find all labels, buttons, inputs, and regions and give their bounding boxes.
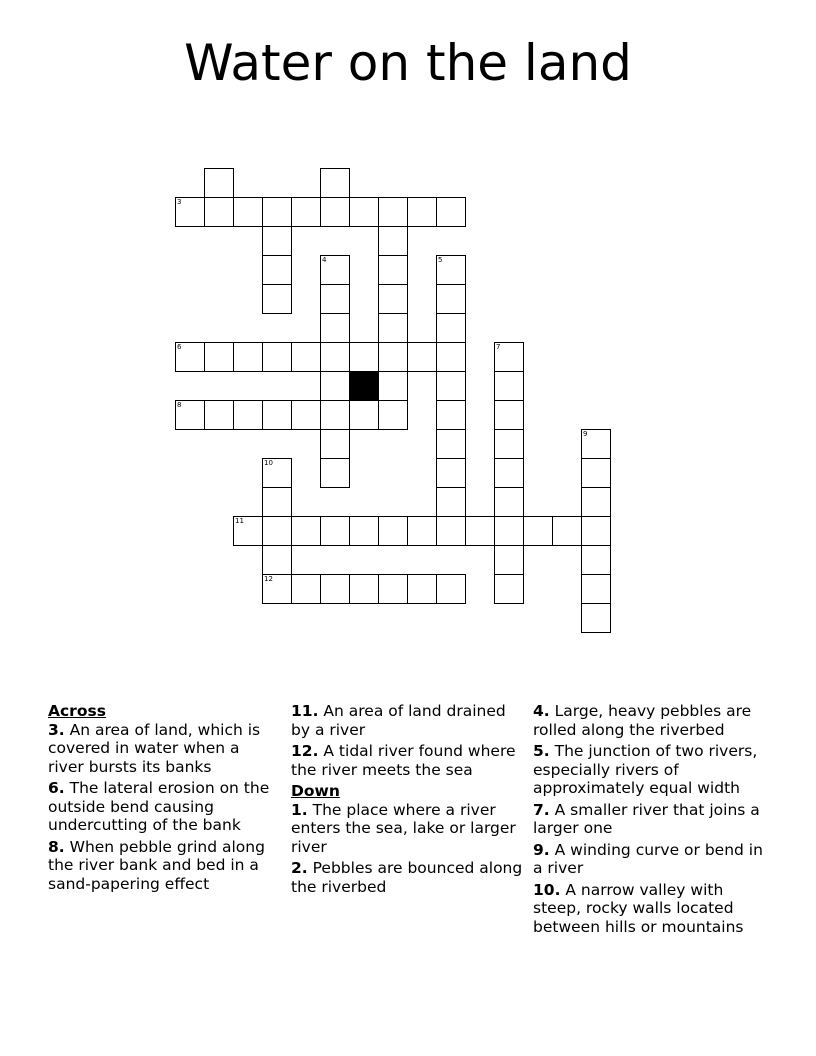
clue-text: An area of land drained by a river bbox=[291, 702, 506, 739]
grid-cell[interactable] bbox=[349, 516, 379, 546]
clue-text: The junction of two rivers, especially rivers of approximately equal width bbox=[533, 742, 758, 797]
grid-cell[interactable] bbox=[320, 458, 350, 488]
grid-cell[interactable] bbox=[378, 342, 408, 372]
grid-cell[interactable] bbox=[378, 284, 408, 314]
grid-cell[interactable] bbox=[233, 197, 263, 227]
clue-number-label: 8 bbox=[177, 401, 182, 409]
grid-block bbox=[349, 371, 379, 401]
clue-number-label: 6 bbox=[177, 343, 182, 351]
clue-number: 5. bbox=[533, 742, 550, 760]
clue-text: The lateral erosion on the outside bend causing undercutting of the bank bbox=[48, 779, 270, 834]
grid-cell[interactable] bbox=[436, 400, 466, 430]
clue-number-label: 7 bbox=[496, 343, 501, 351]
grid-cell[interactable] bbox=[233, 400, 263, 430]
clues-column-1 bbox=[48, 702, 276, 896]
grid-cell[interactable] bbox=[523, 516, 553, 546]
grid-cell[interactable] bbox=[378, 226, 408, 256]
grid-cell[interactable] bbox=[581, 545, 611, 575]
clue-down-9 bbox=[533, 841, 773, 878]
clue-down-2 bbox=[291, 859, 523, 896]
clue-number-label: 11 bbox=[235, 517, 244, 525]
clue-number: 8. bbox=[48, 837, 65, 856]
clue-number-label: 4 bbox=[322, 256, 327, 264]
grid-cell[interactable] bbox=[204, 342, 234, 372]
grid-cell[interactable] bbox=[320, 313, 350, 343]
grid-cell[interactable] bbox=[378, 197, 408, 227]
grid-cell[interactable] bbox=[320, 197, 350, 227]
grid-cell[interactable] bbox=[407, 197, 437, 227]
clue-text: A winding curve or bend in a river bbox=[533, 840, 763, 877]
grid-cell[interactable] bbox=[378, 400, 408, 430]
puzzle-title: Water on the land bbox=[184, 34, 632, 92]
clue-across-11 bbox=[291, 702, 523, 739]
clue-down-10 bbox=[533, 881, 773, 937]
clue-text: A tidal river found where the river meets the sea bbox=[291, 742, 516, 779]
grid-cell[interactable] bbox=[320, 284, 350, 314]
clue-across-12 bbox=[291, 742, 523, 779]
clue-number-label: 5 bbox=[438, 256, 443, 264]
clue-number: 6. bbox=[48, 779, 65, 797]
clue-down-7 bbox=[533, 801, 773, 838]
grid-cell[interactable] bbox=[320, 400, 350, 430]
grid-cell[interactable] bbox=[581, 429, 611, 459]
clue-text: The place where a river enters the sea, lake or larger river bbox=[291, 800, 516, 856]
down-heading: Down bbox=[291, 782, 340, 800]
clue-number-label: 9 bbox=[583, 430, 588, 438]
clue-number: 11. bbox=[291, 702, 319, 720]
grid-cell[interactable] bbox=[262, 226, 292, 256]
grid-cell[interactable] bbox=[175, 342, 205, 372]
grid-cell[interactable] bbox=[320, 168, 350, 198]
grid-cell[interactable] bbox=[581, 487, 611, 517]
clue-text: A narrow valley with steep, rocky walls located between hills or mountains bbox=[533, 880, 744, 936]
grid-cell[interactable] bbox=[436, 342, 466, 372]
grid-cell[interactable] bbox=[494, 342, 524, 372]
clue-across-6 bbox=[48, 779, 276, 835]
clue-number: 2. bbox=[291, 859, 308, 877]
grid-cell[interactable] bbox=[262, 342, 292, 372]
clue-down-1 bbox=[291, 801, 523, 857]
grid-cell[interactable] bbox=[581, 574, 611, 604]
clues-column-2 bbox=[291, 702, 523, 899]
grid-cell[interactable] bbox=[552, 516, 582, 546]
grid-cell[interactable] bbox=[262, 400, 292, 430]
clue-number-label: 12 bbox=[264, 575, 273, 583]
clue-text: Pebbles are bounced along the riverbed bbox=[291, 859, 523, 896]
grid-cell[interactable] bbox=[320, 342, 350, 372]
clue-across-8 bbox=[48, 838, 276, 894]
clue-number: 1. bbox=[291, 800, 308, 819]
clues-column-3 bbox=[533, 702, 773, 939]
grid-cell[interactable] bbox=[262, 255, 292, 285]
grid-cell[interactable] bbox=[233, 516, 263, 546]
grid-cell[interactable] bbox=[436, 284, 466, 314]
grid-cell[interactable] bbox=[262, 284, 292, 314]
grid-cell[interactable] bbox=[349, 574, 379, 604]
clue-down-5 bbox=[533, 742, 773, 798]
grid-cell[interactable] bbox=[407, 516, 437, 546]
clue-number-label: 10 bbox=[264, 459, 273, 467]
clue-number: 10. bbox=[533, 880, 561, 899]
grid-cell[interactable] bbox=[436, 458, 466, 488]
grid-cell[interactable] bbox=[436, 197, 466, 227]
grid-cell[interactable] bbox=[291, 342, 321, 372]
grid-cell[interactable] bbox=[436, 371, 466, 401]
grid-cell[interactable] bbox=[262, 458, 292, 488]
grid-cell[interactable] bbox=[320, 574, 350, 604]
grid-cell[interactable] bbox=[494, 545, 524, 575]
grid-cell[interactable] bbox=[349, 197, 379, 227]
grid-cell[interactable] bbox=[407, 574, 437, 604]
grid-cell[interactable] bbox=[175, 197, 205, 227]
grid-cell[interactable] bbox=[262, 545, 292, 575]
clue-down-4 bbox=[533, 702, 773, 739]
grid-cell[interactable] bbox=[494, 400, 524, 430]
clue-text: An area of land, which is covered in water when a river bursts its banks bbox=[48, 720, 261, 776]
grid-cell[interactable] bbox=[262, 516, 292, 546]
clue-number: 4. bbox=[533, 702, 550, 720]
grid-cell[interactable] bbox=[320, 255, 350, 285]
grid-cell[interactable] bbox=[378, 313, 408, 343]
grid-cell[interactable] bbox=[436, 429, 466, 459]
grid-cell[interactable] bbox=[291, 197, 321, 227]
grid-cell[interactable] bbox=[291, 574, 321, 604]
grid-cell[interactable] bbox=[378, 371, 408, 401]
grid-cell[interactable] bbox=[262, 487, 292, 517]
grid-cell[interactable] bbox=[378, 574, 408, 604]
clue-text: Large, heavy pebbles are rolled along the riverbed bbox=[533, 702, 752, 739]
clue-text: A smaller river that joins a larger one bbox=[533, 800, 760, 837]
clue-across-3 bbox=[48, 721, 276, 777]
grid-cell[interactable] bbox=[204, 168, 234, 198]
grid-cell[interactable] bbox=[262, 574, 292, 604]
grid-cell[interactable] bbox=[436, 574, 466, 604]
grid-cell[interactable] bbox=[204, 400, 234, 430]
grid-cell[interactable] bbox=[378, 255, 408, 285]
grid-cell[interactable] bbox=[175, 400, 205, 430]
across-heading: Across bbox=[48, 702, 106, 720]
grid-cell[interactable] bbox=[233, 342, 263, 372]
grid-cell[interactable] bbox=[494, 458, 524, 488]
clue-number: 9. bbox=[533, 840, 550, 859]
grid-cell[interactable] bbox=[436, 255, 466, 285]
clue-number: 3. bbox=[48, 720, 65, 739]
grid-cell[interactable] bbox=[378, 516, 408, 546]
clue-number: 7. bbox=[533, 800, 550, 819]
grid-cell[interactable] bbox=[349, 400, 379, 430]
grid-cell[interactable] bbox=[262, 197, 292, 227]
grid-cell[interactable] bbox=[320, 429, 350, 459]
grid-cell[interactable] bbox=[581, 603, 611, 633]
grid-cell[interactable] bbox=[407, 342, 437, 372]
grid-cell[interactable] bbox=[581, 516, 611, 546]
grid-cell[interactable] bbox=[320, 516, 350, 546]
grid-cell[interactable] bbox=[581, 458, 611, 488]
grid-cell[interactable] bbox=[494, 429, 524, 459]
grid-cell[interactable] bbox=[494, 487, 524, 517]
grid-cell[interactable] bbox=[436, 313, 466, 343]
grid-cell[interactable] bbox=[436, 487, 466, 517]
clue-text: When pebble grind along the river bank and bed in a sand-papering effect bbox=[48, 837, 265, 893]
grid-cell[interactable] bbox=[465, 516, 495, 546]
grid-cell[interactable] bbox=[349, 342, 379, 372]
grid-cell[interactable] bbox=[291, 400, 321, 430]
grid-cell[interactable] bbox=[494, 371, 524, 401]
grid-cell[interactable] bbox=[494, 574, 524, 604]
grid-cell[interactable] bbox=[436, 516, 466, 546]
grid-cell[interactable] bbox=[291, 516, 321, 546]
clue-number-label: 3 bbox=[177, 198, 182, 206]
clue-number: 12. bbox=[291, 742, 319, 760]
grid-cell[interactable] bbox=[494, 516, 524, 546]
grid-cell[interactable] bbox=[204, 197, 234, 227]
grid-cell[interactable] bbox=[320, 371, 350, 401]
